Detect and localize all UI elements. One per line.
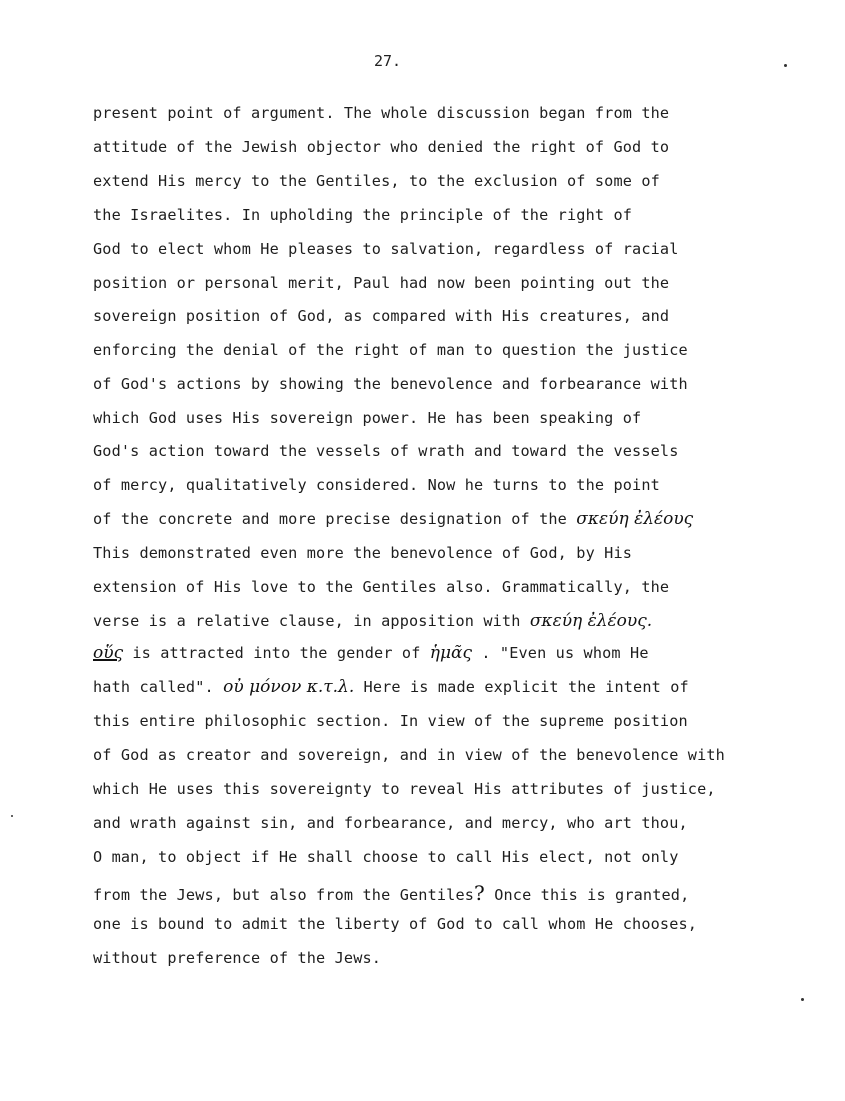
line-text: is attracted into the gender of <box>123 644 430 662</box>
line-text: of the concrete and more precise designation of the <box>93 510 577 528</box>
line-text: from the Jews, but also from the Gentiles <box>93 886 475 904</box>
line-text: this entire philosophic section. In view of the supreme position <box>93 712 688 730</box>
text-line <box>93 544 632 562</box>
text-line <box>93 814 688 832</box>
line-text: extend His mercy to the Gentiles, to the exclusion of some of <box>93 172 660 190</box>
line-text: . "Even us whom He <box>472 644 649 662</box>
text-line <box>93 509 693 529</box>
greek-handwritten-phrase: οὐ μόνον κ.τ.λ. <box>223 677 355 697</box>
line-text: God's action toward the vessels of wrath and toward the vessels <box>93 442 679 460</box>
line-text: of mercy, qualitatively considered. Now he turns to the point <box>93 476 660 494</box>
line-text: and wrath against sin, and forbearance, and mercy, who art thou, <box>93 814 688 832</box>
text-line <box>93 712 688 730</box>
text-line <box>93 409 641 427</box>
line-text: God to elect whom He pleases to salvation, regardless of racial <box>93 240 679 258</box>
text-line <box>93 578 669 596</box>
text-line <box>93 442 679 460</box>
line-text: position or personal merit, Paul had now been pointing out the <box>93 274 670 292</box>
line-text: O man, to object if He shall choose to call His elect, not only <box>93 848 679 866</box>
text-line <box>93 949 381 967</box>
line-text: Once this is granted, <box>484 886 690 904</box>
text-line <box>93 341 688 359</box>
line-text: enforcing the denial of the right of man to question the justice <box>93 341 688 359</box>
line-text: This demonstrated even more the benevolence of God, by His <box>93 544 633 562</box>
text-line <box>93 274 669 292</box>
line-text: the Israelites. In upholding the principle of the right of <box>93 206 633 224</box>
line-text: which God uses His sovereign power. He has been speaking of <box>93 409 642 427</box>
line-text: which He uses this sovereignty to reveal His attributes of justice, <box>93 780 716 798</box>
text-line <box>93 206 632 224</box>
text-line <box>93 476 660 494</box>
text-line <box>93 746 725 764</box>
text-line <box>93 881 689 905</box>
paper-speck <box>801 998 804 1001</box>
greek-handwritten-phrase: σκεύη ἐλέους. <box>529 611 653 631</box>
paper-speck <box>784 64 787 67</box>
line-text: extension of His love to the Gentiles also. Grammatically, the <box>93 578 670 596</box>
greek-handwritten-phrase: σκεύη ἐλέους <box>576 509 694 529</box>
greek-handwritten-word: ἡμᾶς <box>429 643 473 663</box>
greek-handwritten-word: οὕς <box>93 643 124 663</box>
page-number: 27. <box>374 52 402 70</box>
text-line <box>93 172 660 190</box>
line-text: attitude of the Jewish objector who denied the right of God to <box>93 138 670 156</box>
text-line <box>93 240 679 258</box>
line-text: present point of argument. The whole discussion began from the <box>93 104 670 122</box>
text-line <box>93 375 688 393</box>
text-line <box>93 848 679 866</box>
line-text: without preference of the Jews. <box>93 949 382 967</box>
text-line <box>93 643 649 663</box>
line-text: of God's actions by showing the benevolence and forbearance with <box>93 375 688 393</box>
text-line <box>93 915 697 933</box>
line-text: hath called". <box>93 678 224 696</box>
handwritten-question-mark: ? <box>474 881 485 905</box>
line-text: sovereign position of God, as compared with His creatures, and <box>93 307 670 325</box>
text-line <box>93 677 689 697</box>
line-text: one is bound to admit the liberty of God to call whom He chooses, <box>93 915 698 933</box>
text-line <box>93 611 652 631</box>
line-text: verse is a relative clause, in apposition with <box>93 612 530 630</box>
text-line <box>93 138 669 156</box>
paper-speck <box>11 815 13 817</box>
line-text: of God as creator and sovereign, and in view of the benevolence with <box>93 746 725 764</box>
text-line <box>93 780 716 798</box>
line-text: Here is made explicit the intent of <box>354 678 689 696</box>
text-line <box>93 307 669 325</box>
text-line <box>93 104 669 122</box>
